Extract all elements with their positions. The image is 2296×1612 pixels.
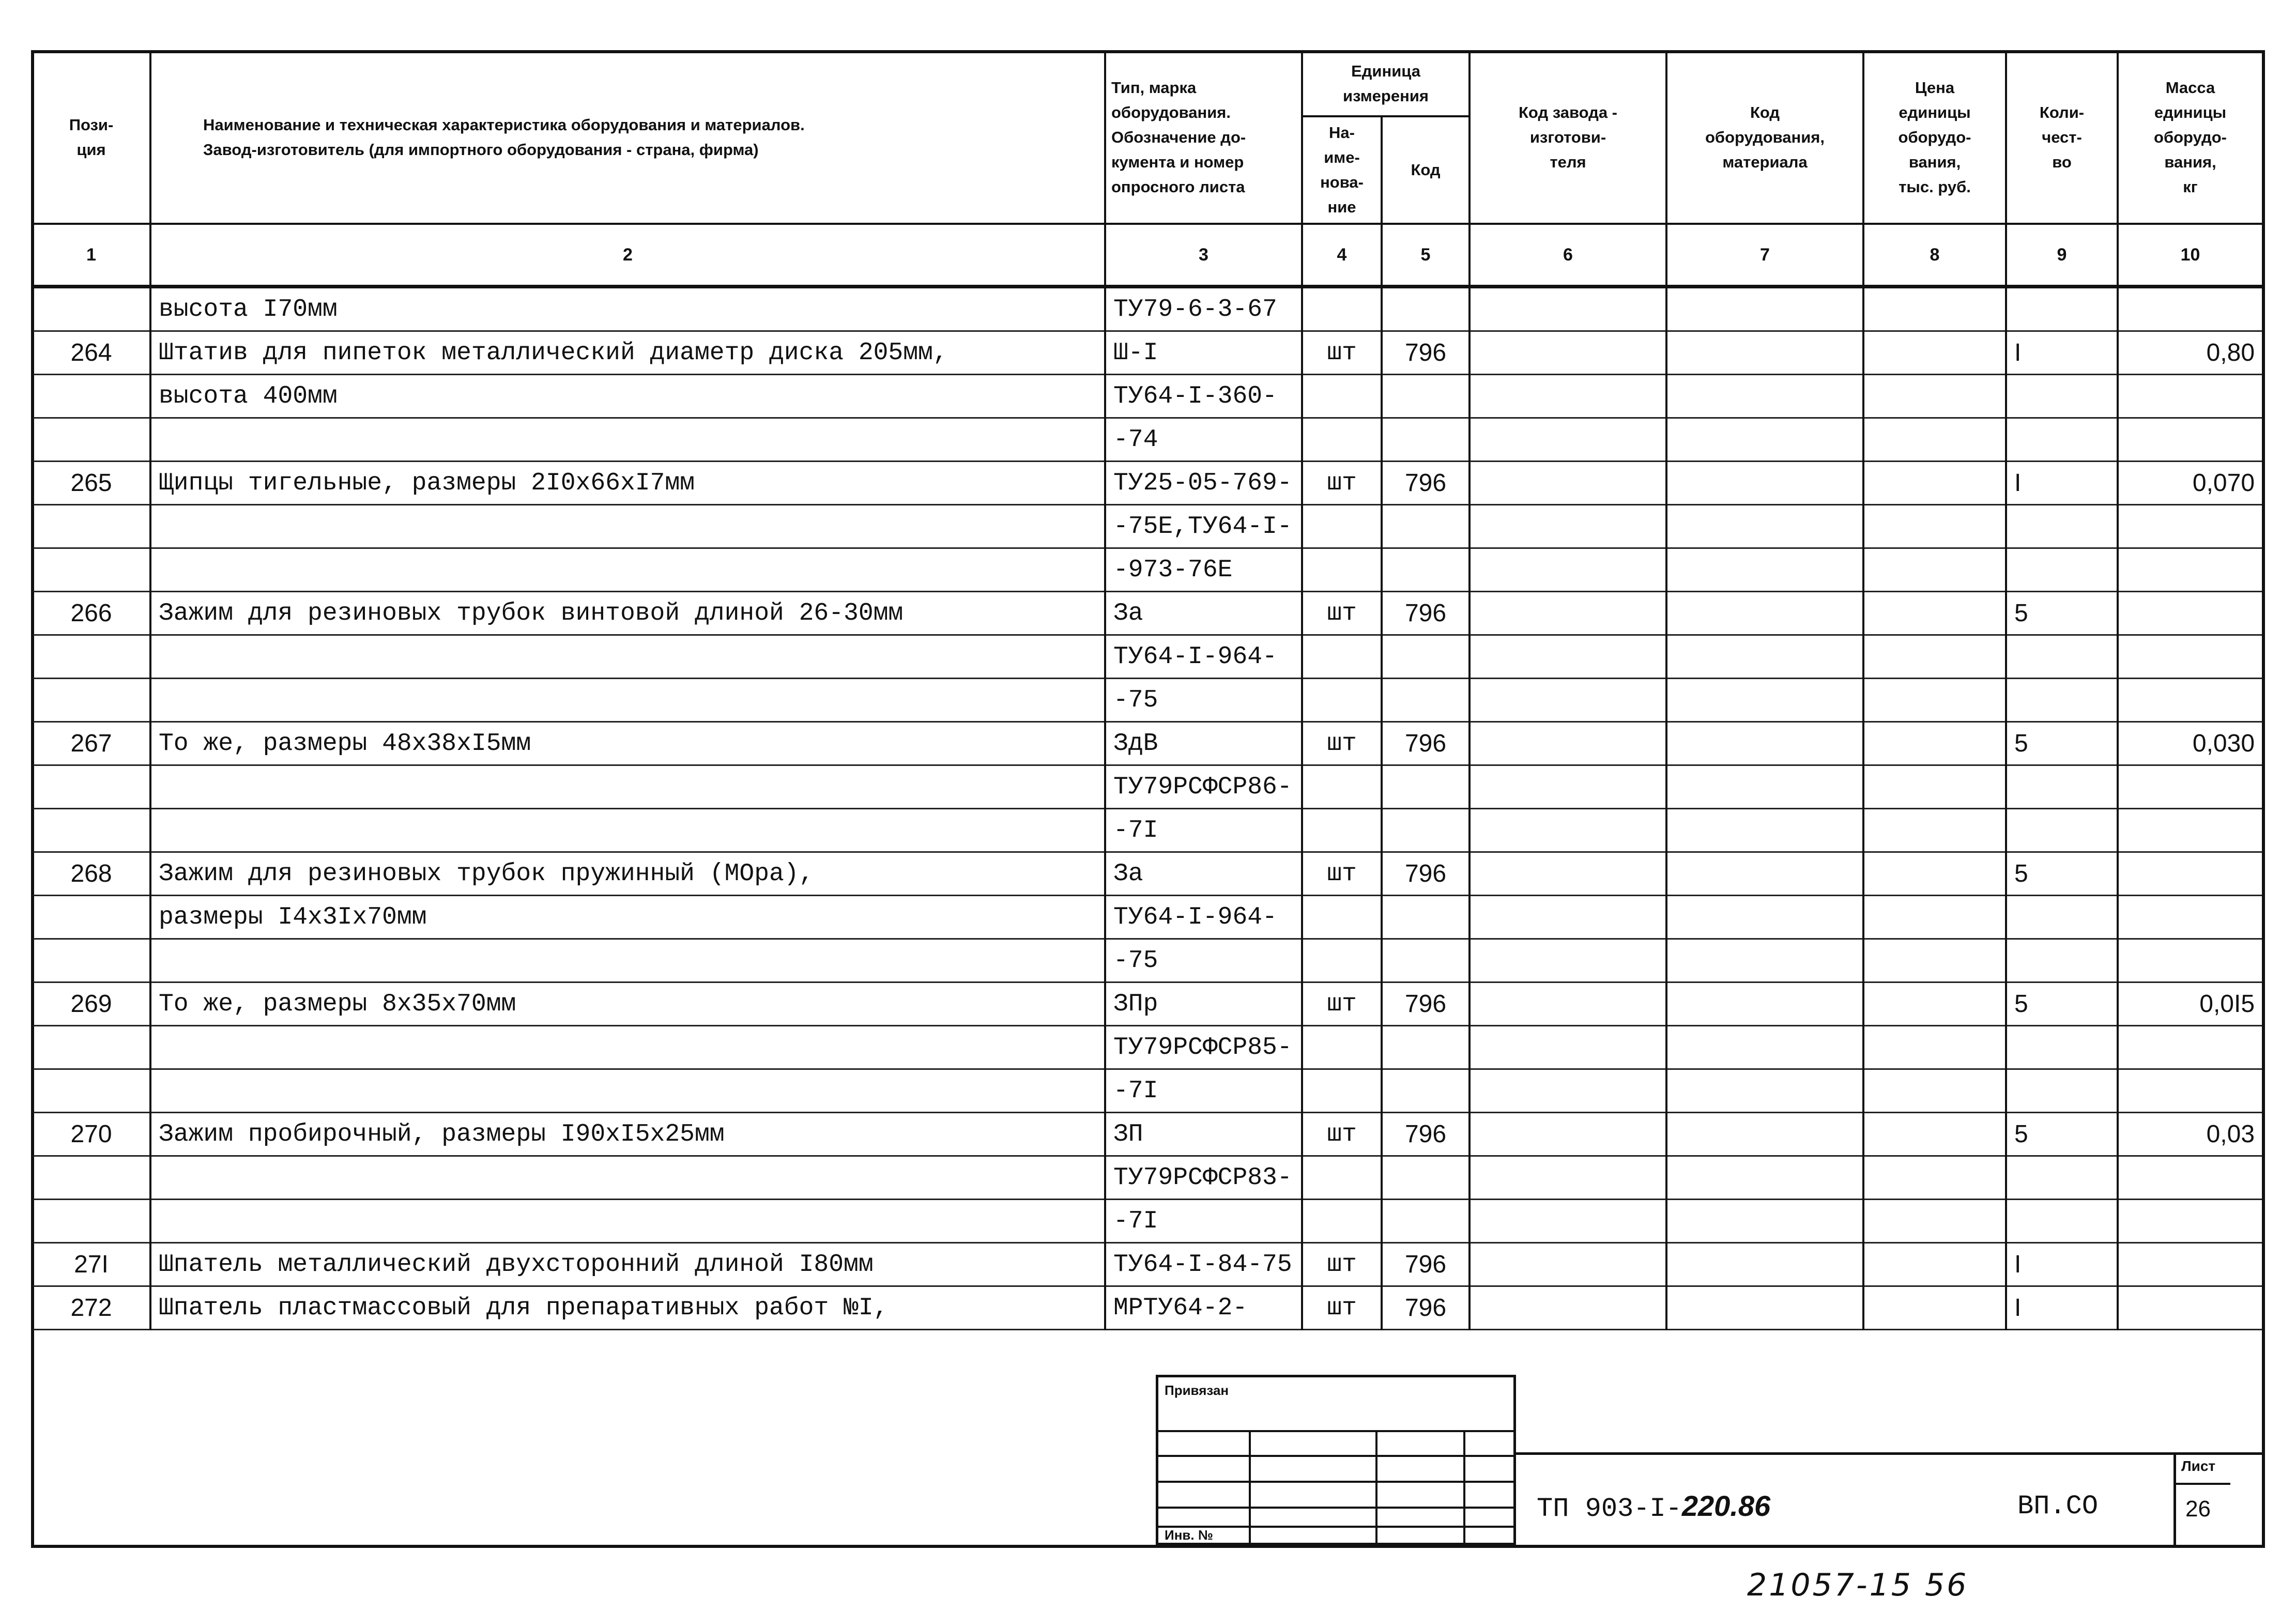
row-name: Шпатель металлический двухсторонний длиной I80мм xyxy=(150,1243,1105,1286)
row-unit-name xyxy=(1302,679,1382,722)
row-unit-code: 796 xyxy=(1382,592,1470,635)
row-unit-code xyxy=(1382,1156,1470,1200)
row-name xyxy=(150,635,1105,679)
row-unit-name xyxy=(1302,1200,1382,1243)
row-quantity xyxy=(2006,375,2118,418)
row-name: размеры I4х3Iх70мм xyxy=(150,896,1105,939)
row-mass xyxy=(2118,679,2263,722)
row-position xyxy=(32,765,150,809)
row-price xyxy=(1863,1113,2006,1156)
table-row xyxy=(32,722,2263,765)
row-factory-code xyxy=(1470,939,1666,982)
header-mass: Масса единицы оборудо- вания, кг xyxy=(2118,51,2263,224)
row-name xyxy=(150,1200,1105,1243)
row-unit-name: шт xyxy=(1302,982,1382,1026)
row-price xyxy=(1863,418,2006,462)
row-type: -75Е,ТУ64-I- xyxy=(1105,505,1302,548)
row-unit-name xyxy=(1302,1156,1382,1200)
table-row xyxy=(32,375,2263,418)
row-quantity: I xyxy=(2006,1286,2118,1330)
row-unit-code: 796 xyxy=(1382,331,1470,375)
row-unit-name xyxy=(1302,939,1382,982)
row-factory-code xyxy=(1470,548,1666,592)
row-quantity: 5 xyxy=(2006,592,2118,635)
row-position xyxy=(32,287,150,331)
row-mass xyxy=(2118,505,2263,548)
table-row xyxy=(32,331,2263,375)
row-type: ТУ64-I-360- xyxy=(1105,375,1302,418)
row-equipment-code xyxy=(1666,375,1863,418)
table-row xyxy=(32,287,2263,331)
row-price xyxy=(1863,1156,2006,1200)
header-type: Тип, марка оборудования. Обозначение до- кумента и номер опросного листа xyxy=(1105,51,1302,224)
row-price xyxy=(1863,1200,2006,1243)
row-unit-code xyxy=(1382,939,1470,982)
row-equipment-code xyxy=(1666,896,1863,939)
sheet-label: Лист xyxy=(2181,1458,2216,1474)
row-price xyxy=(1863,592,2006,635)
row-price xyxy=(1863,939,2006,982)
row-price xyxy=(1863,982,2006,1026)
row-unit-name xyxy=(1302,418,1382,462)
row-name: То же, размеры 8х35х70мм xyxy=(150,982,1105,1026)
row-position xyxy=(32,679,150,722)
row-quantity xyxy=(2006,765,2118,809)
row-unit-name xyxy=(1302,1069,1382,1113)
row-quantity xyxy=(2006,548,2118,592)
row-unit-name xyxy=(1302,375,1382,418)
row-type: МРТУ64-2- xyxy=(1105,1286,1302,1330)
row-price xyxy=(1863,1069,2006,1113)
row-mass: 0,0I5 xyxy=(2118,982,2263,1026)
column-number: 9 xyxy=(2006,224,2118,287)
row-equipment-code xyxy=(1666,462,1863,505)
row-mass xyxy=(2118,592,2263,635)
row-equipment-code xyxy=(1666,1113,1863,1156)
row-unit-code: 796 xyxy=(1382,852,1470,896)
row-type: ТУ79РСФСР86- xyxy=(1105,765,1302,809)
column-number: 4 xyxy=(1302,224,1382,287)
table-row xyxy=(32,1113,2263,1156)
row-unit-code: 796 xyxy=(1382,982,1470,1026)
row-unit-code xyxy=(1382,1069,1470,1113)
row-factory-code xyxy=(1470,1243,1666,1286)
row-factory-code xyxy=(1470,809,1666,852)
row-price xyxy=(1863,1286,2006,1330)
table-row xyxy=(32,1156,2263,1200)
row-mass xyxy=(2118,1069,2263,1113)
column-number-row xyxy=(32,224,2263,287)
row-price xyxy=(1863,722,2006,765)
row-mass: 0,03 xyxy=(2118,1113,2263,1156)
row-type: ТУ79-6-3-67 xyxy=(1105,287,1302,331)
row-factory-code xyxy=(1470,1286,1666,1330)
row-equipment-code xyxy=(1666,1200,1863,1243)
column-number: 10 xyxy=(2118,224,2263,287)
row-unit-name xyxy=(1302,505,1382,548)
table-row xyxy=(32,592,2263,635)
row-position xyxy=(32,939,150,982)
row-type: За xyxy=(1105,852,1302,896)
row-equipment-code xyxy=(1666,1243,1863,1286)
column-number: 7 xyxy=(1666,224,1863,287)
row-price xyxy=(1863,896,2006,939)
row-unit-code xyxy=(1382,1026,1470,1069)
row-position: 272 xyxy=(32,1286,150,1330)
row-name xyxy=(150,679,1105,722)
row-equipment-code xyxy=(1666,679,1863,722)
row-equipment-code xyxy=(1666,331,1863,375)
row-equipment-code xyxy=(1666,287,1863,331)
table-row xyxy=(32,1069,2263,1113)
row-equipment-code xyxy=(1666,939,1863,982)
table-row xyxy=(32,635,2263,679)
header-unit-name: На- име- нова- ние xyxy=(1302,116,1382,224)
row-quantity xyxy=(2006,635,2118,679)
sheet-number: 26 xyxy=(2185,1496,2211,1522)
row-equipment-code xyxy=(1666,635,1863,679)
row-factory-code xyxy=(1470,765,1666,809)
row-unit-name: шт xyxy=(1302,331,1382,375)
table-row xyxy=(32,852,2263,896)
row-type: -7I xyxy=(1105,1200,1302,1243)
row-name: Щипцы тигельные, размеры 2I0х66хI7мм xyxy=(150,462,1105,505)
row-factory-code xyxy=(1470,505,1666,548)
table-row xyxy=(32,1243,2263,1286)
row-name xyxy=(150,505,1105,548)
table-row xyxy=(32,548,2263,592)
header-quantity: Коли- чест- во xyxy=(2006,51,2118,224)
column-number: 3 xyxy=(1105,224,1302,287)
header-unit-group: Единица измерения xyxy=(1302,51,1470,116)
row-mass xyxy=(2118,1286,2263,1330)
row-unit-code: 796 xyxy=(1382,1113,1470,1156)
row-unit-name: шт xyxy=(1302,852,1382,896)
row-name xyxy=(150,1026,1105,1069)
row-position xyxy=(32,809,150,852)
row-position: 264 xyxy=(32,331,150,375)
row-position: 266 xyxy=(32,592,150,635)
row-unit-code xyxy=(1382,418,1470,462)
table-row xyxy=(32,1286,2263,1330)
row-name xyxy=(150,939,1105,982)
row-price xyxy=(1863,375,2006,418)
row-position xyxy=(32,548,150,592)
row-price xyxy=(1863,331,2006,375)
row-mass xyxy=(2118,1156,2263,1200)
row-quantity xyxy=(2006,1156,2118,1200)
table-row xyxy=(32,896,2263,939)
row-quantity xyxy=(2006,1026,2118,1069)
row-quantity xyxy=(2006,418,2118,462)
row-type: ЗдВ xyxy=(1105,722,1302,765)
table-row xyxy=(32,765,2263,809)
row-factory-code xyxy=(1470,592,1666,635)
row-equipment-code xyxy=(1666,1069,1863,1113)
table-row xyxy=(32,939,2263,982)
row-type: -973-76Е xyxy=(1105,548,1302,592)
row-unit-name xyxy=(1302,809,1382,852)
row-quantity: 5 xyxy=(2006,1113,2118,1156)
row-name: Штатив для пипеток металлический диаметр диска 205мм, xyxy=(150,331,1105,375)
row-factory-code xyxy=(1470,1069,1666,1113)
row-quantity: I xyxy=(2006,1243,2118,1286)
row-factory-code xyxy=(1470,852,1666,896)
row-position xyxy=(32,1069,150,1113)
row-type: -75 xyxy=(1105,939,1302,982)
row-factory-code xyxy=(1470,287,1666,331)
row-factory-code xyxy=(1470,896,1666,939)
row-name xyxy=(150,1156,1105,1200)
row-unit-name: шт xyxy=(1302,1113,1382,1156)
table-row xyxy=(32,505,2263,548)
row-price xyxy=(1863,635,2006,679)
row-price xyxy=(1863,462,2006,505)
table-row xyxy=(32,418,2263,462)
row-position xyxy=(32,896,150,939)
row-mass xyxy=(2118,418,2263,462)
table-row xyxy=(32,679,2263,722)
row-equipment-code xyxy=(1666,505,1863,548)
row-unit-name: шт xyxy=(1302,592,1382,635)
row-position xyxy=(32,635,150,679)
row-type: ТУ64-I-964- xyxy=(1105,635,1302,679)
row-quantity xyxy=(2006,809,2118,852)
row-factory-code xyxy=(1470,418,1666,462)
table-row xyxy=(32,809,2263,852)
row-mass xyxy=(2118,548,2263,592)
row-unit-name xyxy=(1302,1026,1382,1069)
row-mass xyxy=(2118,287,2263,331)
row-position xyxy=(32,418,150,462)
row-unit-code xyxy=(1382,679,1470,722)
column-number: 6 xyxy=(1470,224,1666,287)
row-price xyxy=(1863,1026,2006,1069)
row-type: ТУ64-I-964- xyxy=(1105,896,1302,939)
row-position: 267 xyxy=(32,722,150,765)
row-mass xyxy=(2118,939,2263,982)
row-mass xyxy=(2118,375,2263,418)
row-factory-code xyxy=(1470,635,1666,679)
row-position: 269 xyxy=(32,982,150,1026)
row-mass xyxy=(2118,635,2263,679)
row-equipment-code xyxy=(1666,418,1863,462)
row-type: -74 xyxy=(1105,418,1302,462)
sheet-box xyxy=(2173,1454,2230,1547)
row-position xyxy=(32,375,150,418)
row-name xyxy=(150,765,1105,809)
row-name: То же, размеры 48х38хI5мм xyxy=(150,722,1105,765)
header-price: Цена единицы оборудо- вания, тыс. руб. xyxy=(1863,51,2006,224)
binding-stamp xyxy=(1156,1375,1516,1545)
row-price xyxy=(1863,679,2006,722)
row-quantity: I xyxy=(2006,462,2118,505)
row-name xyxy=(150,809,1105,852)
row-factory-code xyxy=(1470,679,1666,722)
header-position: Пози- ция xyxy=(32,51,150,224)
row-mass xyxy=(2118,1243,2263,1286)
row-price xyxy=(1863,809,2006,852)
row-equipment-code xyxy=(1666,1156,1863,1200)
row-unit-code xyxy=(1382,287,1470,331)
column-number: 2 xyxy=(150,224,1105,287)
header-unit-code: Код xyxy=(1382,116,1470,224)
table-row xyxy=(32,1026,2263,1069)
row-quantity xyxy=(2006,679,2118,722)
row-mass xyxy=(2118,1200,2263,1243)
row-unit-name xyxy=(1302,765,1382,809)
row-factory-code xyxy=(1470,1156,1666,1200)
row-mass: 0,070 xyxy=(2118,462,2263,505)
row-factory-code xyxy=(1470,1026,1666,1069)
row-unit-name: шт xyxy=(1302,1286,1382,1330)
row-quantity xyxy=(2006,1200,2118,1243)
row-price xyxy=(1863,287,2006,331)
row-quantity xyxy=(2006,1069,2118,1113)
row-position: 27I xyxy=(32,1243,150,1286)
row-position: 268 xyxy=(32,852,150,896)
row-type: ТУ25-05-769- xyxy=(1105,462,1302,505)
row-mass xyxy=(2118,809,2263,852)
row-name: Шпатель пластмассовый для препаративных работ №I, xyxy=(150,1286,1105,1330)
row-name: Зажим для резиновых трубок винтовой длиной 26-30мм xyxy=(150,592,1105,635)
row-type: ЗП xyxy=(1105,1113,1302,1156)
row-mass: 0,80 xyxy=(2118,331,2263,375)
row-unit-name xyxy=(1302,548,1382,592)
row-unit-code xyxy=(1382,765,1470,809)
row-unit-name xyxy=(1302,896,1382,939)
row-type: Ш-I xyxy=(1105,331,1302,375)
specification-table xyxy=(31,50,2264,1330)
bound-label: Привязан xyxy=(1165,1383,1229,1398)
row-unit-code: 796 xyxy=(1382,1243,1470,1286)
row-name: Зажим для резиновых трубок пружинный (МОра), xyxy=(150,852,1105,896)
row-unit-code xyxy=(1382,635,1470,679)
row-quantity xyxy=(2006,939,2118,982)
row-type: ТУ64-I-84-75 xyxy=(1105,1243,1302,1286)
row-price xyxy=(1863,852,2006,896)
table-row xyxy=(32,982,2263,1026)
row-position xyxy=(32,1200,150,1243)
row-equipment-code xyxy=(1666,852,1863,896)
inventory-number-label: Инв. № xyxy=(1165,1527,1213,1543)
row-equipment-code xyxy=(1666,765,1863,809)
header-name: Наименование и техническая характеристика оборудования и материалов. Завод-изготовитель (для импортного оборудования - страна, фирма) xyxy=(150,51,1105,224)
row-mass xyxy=(2118,896,2263,939)
row-unit-code xyxy=(1382,1200,1470,1243)
header-equipment-code: Код оборудования, материала xyxy=(1666,51,1863,224)
row-equipment-code xyxy=(1666,1026,1863,1069)
row-equipment-code xyxy=(1666,1286,1863,1330)
row-factory-code xyxy=(1470,722,1666,765)
row-equipment-code xyxy=(1666,548,1863,592)
row-unit-code xyxy=(1382,505,1470,548)
table-row xyxy=(32,462,2263,505)
table-row xyxy=(32,1200,2263,1243)
row-price xyxy=(1863,765,2006,809)
row-unit-code xyxy=(1382,896,1470,939)
row-name: Зажим пробирочный, размеры I90хI5х25мм xyxy=(150,1113,1105,1156)
row-name xyxy=(150,1069,1105,1113)
document-mark: ВП.СО xyxy=(2017,1491,2099,1522)
row-factory-code xyxy=(1470,982,1666,1026)
row-quantity xyxy=(2006,896,2118,939)
row-type: За xyxy=(1105,592,1302,635)
row-unit-code: 796 xyxy=(1382,722,1470,765)
column-number: 1 xyxy=(32,224,150,287)
row-quantity: 5 xyxy=(2006,722,2118,765)
row-quantity xyxy=(2006,287,2118,331)
row-quantity xyxy=(2006,505,2118,548)
row-unit-code xyxy=(1382,375,1470,418)
column-number: 5 xyxy=(1382,224,1470,287)
row-type: ТУ79РСФСР85- xyxy=(1105,1026,1302,1069)
row-position xyxy=(32,1026,150,1069)
row-factory-code xyxy=(1470,1200,1666,1243)
row-price xyxy=(1863,1243,2006,1286)
row-position xyxy=(32,1156,150,1200)
row-name xyxy=(150,418,1105,462)
row-unit-name xyxy=(1302,287,1382,331)
title-block xyxy=(1516,1452,2265,1545)
row-unit-name xyxy=(1302,635,1382,679)
row-quantity: 5 xyxy=(2006,852,2118,896)
row-factory-code xyxy=(1470,1113,1666,1156)
row-unit-code xyxy=(1382,809,1470,852)
row-mass xyxy=(2118,852,2263,896)
row-type: -75 xyxy=(1105,679,1302,722)
row-equipment-code xyxy=(1666,592,1863,635)
row-unit-code xyxy=(1382,548,1470,592)
row-type: ТУ79РСФСР83- xyxy=(1105,1156,1302,1200)
row-position xyxy=(32,505,150,548)
row-unit-name: шт xyxy=(1302,1243,1382,1286)
document-code: ТП 903-I-220.86 xyxy=(1537,1490,1771,1524)
row-type: ЗПр xyxy=(1105,982,1302,1026)
header-factory-code: Код завода - изготови- теля xyxy=(1470,51,1666,224)
row-name: высота 400мм xyxy=(150,375,1105,418)
row-unit-name: шт xyxy=(1302,462,1382,505)
row-type: -7I xyxy=(1105,809,1302,852)
row-position: 270 xyxy=(32,1113,150,1156)
row-unit-code: 796 xyxy=(1382,462,1470,505)
row-name: высота I70мм xyxy=(150,287,1105,331)
row-type: -7I xyxy=(1105,1069,1302,1113)
column-number: 8 xyxy=(1863,224,2006,287)
row-equipment-code xyxy=(1666,722,1863,765)
row-equipment-code xyxy=(1666,809,1863,852)
row-unit-name: шт xyxy=(1302,722,1382,765)
row-factory-code xyxy=(1470,462,1666,505)
row-factory-code xyxy=(1470,331,1666,375)
row-quantity: 5 xyxy=(2006,982,2118,1026)
row-price xyxy=(1863,548,2006,592)
row-name xyxy=(150,548,1105,592)
row-equipment-code xyxy=(1666,982,1863,1026)
row-quantity: I xyxy=(2006,331,2118,375)
handwritten-note: 21057-15 56 xyxy=(1747,1567,1969,1603)
row-mass: 0,030 xyxy=(2118,722,2263,765)
row-mass xyxy=(2118,765,2263,809)
row-price xyxy=(1863,505,2006,548)
row-unit-code: 796 xyxy=(1382,1286,1470,1330)
row-mass xyxy=(2118,1026,2263,1069)
row-factory-code xyxy=(1470,375,1666,418)
row-position: 265 xyxy=(32,462,150,505)
